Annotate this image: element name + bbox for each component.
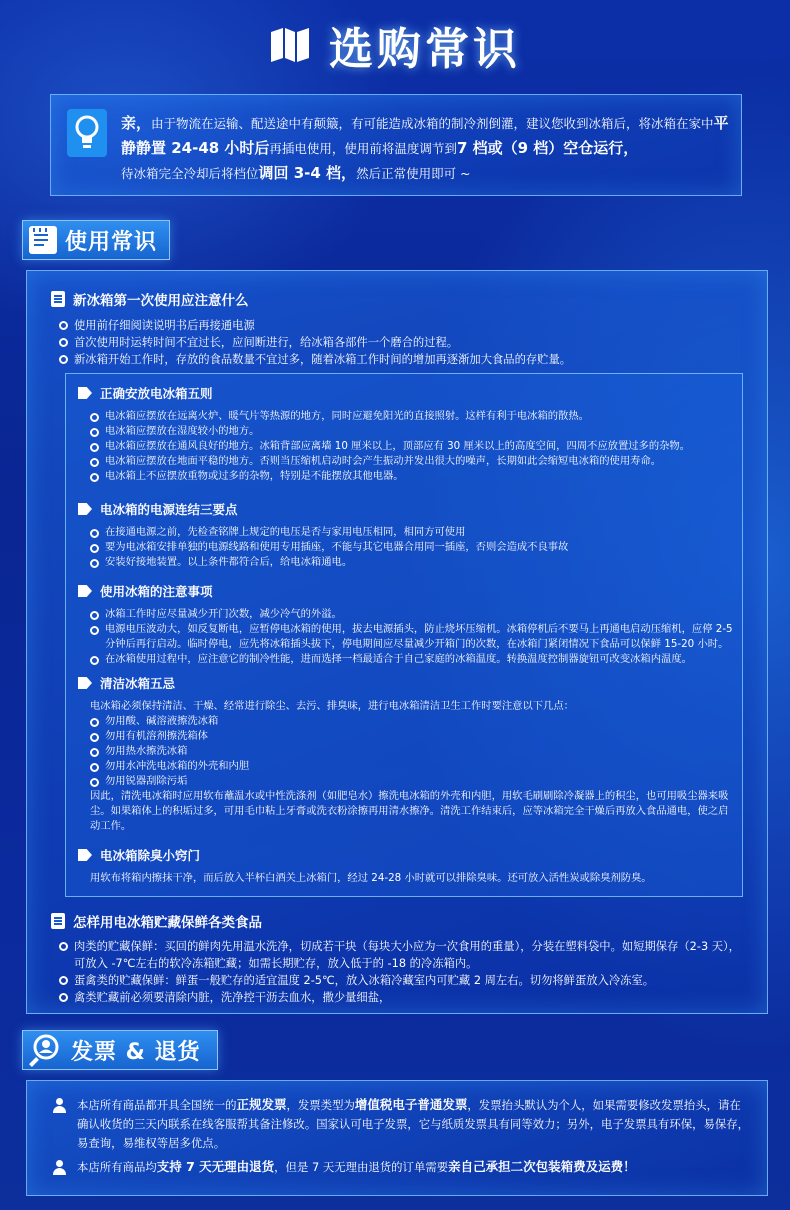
tips-inner-panel: [65, 373, 743, 897]
first-use-section: [51, 289, 751, 368]
list-item: [90, 540, 738, 555]
list-item: [90, 774, 738, 789]
first-use-title: 新冰箱第一次使用应注意什么: [73, 293, 249, 309]
usage-tab-label: 使用常识: [65, 229, 158, 255]
list-item: [59, 989, 751, 1006]
notice-box: [50, 94, 742, 196]
tag-icon: [78, 677, 92, 689]
list-item: [90, 424, 738, 439]
power-title: 电冰箱的电源连结三要点: [100, 502, 238, 517]
usage-panel: [26, 270, 768, 1014]
bullet-icon: [90, 733, 99, 742]
list-item: [90, 652, 738, 667]
tag-icon: [78, 585, 92, 597]
notice-text-4: 然后正常使用即可 ~: [356, 166, 471, 181]
invoice-section-tab: [22, 1030, 218, 1070]
list-item-text: 勿用锐器刮除污垢: [105, 775, 188, 787]
deodor-title: 电冰箱除臭小窍门: [100, 848, 201, 863]
person-icon: [51, 1097, 69, 1115]
bullet-icon: [90, 544, 99, 553]
tag-icon: [78, 503, 92, 515]
invoice-text-c: ，发票类型为: [286, 1098, 355, 1112]
list-item: [90, 409, 738, 424]
notice-lead: 亲，: [121, 114, 152, 132]
cautions-title: 使用冰箱的注意事项: [100, 584, 213, 599]
bullet-icon: [90, 559, 99, 568]
document-icon: [51, 913, 65, 929]
bullet-icon: [90, 611, 99, 620]
page-header: [0, 12, 790, 78]
list-item-text: 使用前仔细阅读说明书后再接通电源: [74, 319, 255, 332]
list-item-text: 在冰箱使用过程中，应注意它的制冷性能，进而选择一档最适合于自己家庭的冰箱温度。转换温度控制器旋钮可改变冰箱内温度。: [105, 653, 692, 665]
list-item: [90, 744, 738, 759]
invoice-paragraph-text: [77, 1095, 751, 1153]
bullet-icon: [90, 529, 99, 538]
list-item: [90, 729, 738, 744]
list-item: [90, 525, 738, 540]
book-icon: [269, 28, 311, 62]
return-emphasis-d: 亲自己承担二次包装箱费及运费！: [448, 1159, 636, 1174]
list-item-text: 电冰箱应摆放在通风良好的地方。冰箱背部应离墙 10 厘米以上，顶部应有 30 厘米以上的高度空间，四周不应放置过多的杂物。: [105, 440, 691, 452]
list-item-text: 勿用酸、碱溶液擦洗冰箱: [105, 715, 219, 727]
list-item: [59, 972, 751, 989]
list-item: [90, 439, 738, 454]
five-rules-section: [78, 384, 738, 484]
person-icon: [51, 1159, 69, 1177]
bullet-icon: [90, 763, 99, 772]
notice-text-2: 再插电使用，使用前将温度调节到: [269, 141, 457, 156]
bullet-icon: [90, 458, 99, 467]
invoice-tab-label: 发票 & 退货: [71, 1039, 201, 1065]
invoice-emphasis-b: 正规发票: [236, 1097, 287, 1112]
page-title: 选购常识: [329, 24, 521, 75]
list-item: [90, 555, 738, 570]
list-item-text: 肉类的贮藏保鲜：买回的鲜肉先用温水洗净，切成若干块（每块大小应为一次食用的重量），分装在塑料袋中。如短期保存（2-3 天），可放入 -7℃左右的软冷冻箱贮藏；如需长期贮存，放入低于的 -18 的冷冻箱内。: [74, 940, 740, 970]
deodor-section: [78, 846, 738, 886]
list-item-text: 电源电压波动大，如反复断电，应暂停电冰箱的使用，拔去电源插头，防止烧坏压缩机。冰箱停机后不要马上再通电启动压缩机，应停 2-5 分钟后再行启动。临时停电，应先将冰箱插头拔下，停电期间应尽量减少开箱门的次数，在冰箱门紧闭情况下食品可以保鲜 15-20 小时。: [105, 623, 733, 650]
list-item: [90, 759, 738, 774]
notice-text: [121, 111, 733, 186]
bullet-icon: [90, 473, 99, 482]
food-storage-section: [51, 911, 751, 1006]
notice-text-3: 待冰箱完全冷却后将档位: [121, 166, 259, 181]
list-item: [90, 454, 738, 469]
bullet-icon: [59, 355, 68, 364]
list-item-text: 首次使用时运转时间不宜过长，应间断进行，给冰箱各部件一个磨合的过程。: [74, 336, 459, 349]
bullet-icon: [59, 993, 68, 1002]
invoice-text-a: 本店所有商品都开具全国统一的: [77, 1098, 237, 1112]
cleaning-section: [78, 674, 738, 834]
return-text-c: ，但是 7 天无理由退货的订单需要: [274, 1160, 449, 1174]
bullet-icon: [90, 443, 99, 452]
invoice-panel: [26, 1080, 768, 1196]
cleaning-title: 清洁冰箱五忌: [100, 676, 176, 691]
search-person-icon: [29, 1033, 63, 1067]
notepad-icon: [29, 226, 57, 254]
invoice-emphasis-d: 增值税电子普通发票: [354, 1097, 468, 1112]
list-item-text: 电冰箱应摆放在湿度较小的地方。: [105, 425, 260, 437]
list-item: [59, 334, 751, 351]
list-item-text: 蛋禽类的贮藏保鲜：鲜蛋一般贮存的适宜温度 2-5℃，放入冰箱冷藏室内可贮藏 2 周左右。切勿将鲜蛋放入冷冻室。: [74, 974, 655, 987]
invoice-text-e: ，发票抬头默认为个人，如果需要修改发票抬头，请在确认收货的三天内联系在线客服帮其备注修改。国家认可电子发票，它与纸质发票具有同等效力；另外，电子发票具有环保，易保存，易查询，易维权等居多优点。: [77, 1098, 750, 1150]
cleaning-intro: 电冰箱必须保持清洁、干燥、经常进行除尘、去污、排臭味，进行电冰箱清洁卫生工作时要注意以下几点：: [90, 700, 574, 712]
five-rules-title: 正确安放电冰箱五则: [100, 386, 213, 401]
list-item-text: 要为电冰箱安排单独的电源线路和使用专用插座，不能与其它电器合用同一插座，否则会造成不良事故: [105, 541, 569, 553]
list-item-text: 电冰箱应摆放在远离火炉、暖气片等热源的地方，同时应避免阳光的直接照射。这样有利于电冰箱的散热。: [105, 410, 589, 422]
notice-emphasis-1: 平静静置 24-48 小时后: [121, 114, 729, 157]
tag-icon: [78, 849, 92, 861]
bullet-icon: [90, 428, 99, 437]
bullet-icon: [59, 321, 68, 330]
food-title: 怎样用电冰箱贮藏保鲜各类食品: [73, 915, 262, 931]
cautions-section: [78, 582, 738, 667]
bullet-icon: [90, 778, 99, 787]
notice-text-1: 由于物流在运输、配送途中有颠簸，有可能造成冰箱的制冷剂倒灌，建议您收到冰箱后，将冰箱在家中: [151, 116, 714, 131]
bullet-icon: [90, 413, 99, 422]
bullet-icon: [90, 718, 99, 727]
list-item: [90, 714, 738, 729]
list-item-text: 电冰箱上不应摆放重物或过多的杂物，特别是不能摆放其他电器。: [105, 470, 404, 482]
list-item: [59, 351, 751, 368]
notice-emphasis-3: 调回 3-4 档，: [258, 164, 357, 182]
list-item-text: 在接通电源之前，先检查铭牌上规定的电压是否与家用电压相同，相同方可使用: [105, 526, 466, 538]
return-paragraph-text: [77, 1157, 636, 1177]
return-paragraph: [51, 1157, 751, 1177]
bullet-icon: [59, 942, 68, 951]
usage-section-tab: [22, 220, 170, 260]
invoice-paragraph: [51, 1095, 751, 1153]
deodor-text: 用软布将箱内擦抹干净，而后放入半杯白酒关上冰箱门，经过 24-28 小时就可以排除臭味。还可放入活性炭或除臭剂防臭。: [90, 872, 652, 884]
notice-emphasis-2: 7 档或（9 档）空仓运行，: [456, 139, 639, 157]
return-text-a: 本店所有商品均: [77, 1160, 157, 1174]
bullet-icon: [59, 338, 68, 347]
list-item: [90, 622, 738, 652]
list-item-text: 冰箱工作时应尽量减少开门次数，减少冷气的外溢。: [105, 608, 342, 620]
list-item-text: 禽类贮藏前必须要清除内脏，洗净控干沥去血水，撒少量细盐，: [74, 991, 391, 1004]
list-item: [59, 938, 751, 972]
list-item: [90, 469, 738, 484]
list-item-text: 勿用热水擦洗冰箱: [105, 745, 188, 757]
list-item-text: 安装好接地装置。以上条件都符合后，给电冰箱通电。: [105, 556, 353, 568]
list-item: [90, 607, 738, 622]
list-item: [59, 317, 751, 334]
list-item-text: 勿用水冲洗电冰箱的外壳和内胆: [105, 760, 250, 772]
power-section: [78, 500, 738, 570]
bullet-icon: [90, 748, 99, 757]
bullet-icon: [59, 976, 68, 985]
lightbulb-icon: [67, 109, 107, 157]
list-item-text: 电冰箱应摆放在地面平稳的地方。否则当压缩机启动时会产生振动并发出很大的噪声，长期如此会缩短电冰箱的使用寿命。: [105, 455, 662, 467]
tag-icon: [78, 387, 92, 399]
bullet-icon: [90, 626, 99, 635]
list-item-text: 新冰箱开始工作时，存放的食品数量不宜过多，随着冰箱工作时间的增加再逐渐加大食品的存贮量。: [74, 353, 572, 366]
list-item-text: 勿用有机溶剂擦洗箱体: [105, 730, 208, 742]
cleaning-outro: 因此，清洗电冰箱时应用软布蘸温水或中性洗涤剂（如肥皂水）擦洗电冰箱的外壳和内胆，用软毛刷刷除冷凝器上的积尘，也可用吸尘器来吸尘。如果箱体上的积垢过多，可用毛巾粘上牙膏或洗衣粉涂擦再用清水擦净。清洗工作结束后，应等冰箱完全干燥后再放入食品通电，使之启动工作。: [90, 790, 729, 832]
return-emphasis-b: 支持 7 天无理由退货: [156, 1159, 275, 1174]
bullet-icon: [90, 656, 99, 665]
document-icon: [51, 291, 65, 307]
